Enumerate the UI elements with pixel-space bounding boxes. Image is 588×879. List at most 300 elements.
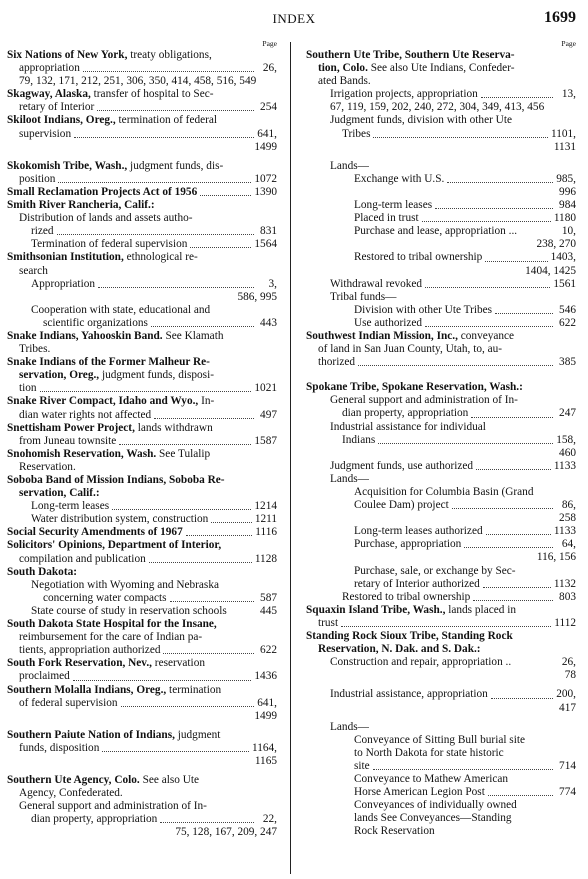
entry-heading: Skokomish Tribe, Wash.,: [7, 159, 128, 172]
index-entry-line: [306, 591, 576, 604]
leader-dots: [422, 221, 551, 222]
page-reference-continuation: 78: [564, 669, 576, 682]
entry-heading: Snake River Compact, Idaho and Wyo.,: [7, 395, 199, 408]
page-reference-continuation: 238, 270: [536, 238, 576, 251]
index-entry-line: [7, 435, 277, 448]
entry-heading: Southern Paiute Nation of Indians,: [7, 728, 175, 741]
leader-dots: [495, 313, 553, 314]
index-entry-line: [306, 225, 576, 238]
leader-dots: [211, 522, 252, 523]
entry-text: judgment: [174, 728, 221, 741]
leader-dots: [154, 418, 254, 419]
entry-text: Industrial assistance for individual: [330, 420, 486, 433]
entry-text: Conveyance of Sitting Bull burial site: [354, 733, 525, 746]
index-entry-line: [306, 630, 576, 643]
page-reference-continuation: 996: [559, 185, 576, 198]
entry-heading: servation, Oreg.,: [19, 369, 100, 382]
entry-text: Lands—: [330, 159, 369, 172]
index-entry-line: [306, 734, 576, 747]
index-entry-line: [306, 786, 576, 799]
entry-text: tion: [19, 382, 37, 395]
index-entry-line: [306, 460, 576, 473]
leader-dots: [483, 587, 551, 588]
entry-heading: Southern Ute Tribe, Southern Ute Reserva-: [306, 49, 515, 61]
index-entry-line: [306, 343, 576, 356]
index-entry-line: [7, 513, 277, 526]
entry-text: Long-term leases authorized: [354, 525, 483, 538]
index-entry-line: [7, 742, 277, 755]
index-entry-line: [7, 173, 277, 186]
page-reference: 1436: [254, 670, 277, 683]
entry-text: Tribes.: [19, 343, 51, 356]
entry-text: site: [354, 759, 370, 772]
index-entry-line: [7, 62, 277, 75]
page-reference: 622: [260, 644, 277, 657]
leader-dots: [151, 326, 254, 327]
page-reference: 1072: [254, 172, 277, 185]
index-entry-line: [7, 461, 277, 474]
page-reference: 587: [260, 591, 277, 604]
index-entry-line: [7, 75, 277, 88]
page-reference: 200,: [556, 688, 576, 701]
page-reference: 1132: [553, 577, 576, 590]
index-entry-line: [306, 499, 576, 512]
entry-heading: Skiloot Indians, Oreg.,: [7, 114, 116, 127]
page-reference: 3,: [268, 277, 277, 290]
index-entry-line: [7, 579, 277, 592]
index-entry-line: [306, 421, 576, 434]
index-entry-line: [7, 88, 277, 101]
entry-text: See also Ute Indians, Confeder-: [367, 62, 515, 75]
page-reference: 443: [260, 316, 277, 329]
page-reference-continuation: 1499: [254, 709, 277, 722]
entry-text: lands withdrawn: [134, 421, 213, 434]
page-reference: 10,: [561, 225, 576, 238]
page-reference: 1587: [254, 434, 277, 447]
index-entry-line: [306, 434, 576, 447]
page-reference: 831: [260, 225, 277, 238]
index-entry-line: [7, 278, 277, 291]
index-entry-line: [7, 670, 277, 683]
entry-text: Division with other Ute Tribes: [354, 303, 493, 316]
page-reference-continuation: 75, 128, 167, 209, 247: [175, 826, 277, 839]
leader-dots: [57, 234, 254, 235]
index-entry-line: [7, 474, 277, 487]
index-entry-line: [7, 592, 277, 605]
entry-text: Construction and repair, appropriation ..: [330, 656, 512, 669]
index-entry-line: [306, 212, 576, 225]
page-reference: 158,: [556, 433, 576, 446]
entry-heading: Standing Rock Sioux Tribe, Standing Rock: [306, 630, 513, 643]
leader-dots: [425, 287, 550, 288]
index-entry-line: [306, 604, 576, 617]
page-reference: 26,: [561, 656, 576, 669]
leader-dots: [481, 97, 553, 98]
entry-text: tients, appropriation authorized: [19, 644, 161, 657]
page-reference: 1164,: [252, 741, 277, 754]
entry-text: Reservation.: [19, 460, 76, 473]
page-reference: 1112: [554, 616, 576, 629]
index-entry-line: [7, 49, 277, 62]
page-reference-continuation: 586, 995: [237, 290, 277, 303]
entry-text: Withdrawal revoked: [330, 277, 423, 290]
entry-text: lands placed in: [445, 603, 516, 616]
page-reference: 385: [559, 356, 576, 369]
index-entry-line: [306, 525, 576, 538]
entry-text: compilation and publication: [19, 552, 146, 565]
page-reference: 641,: [257, 696, 277, 709]
page-reference: 1021: [254, 382, 277, 395]
entry-heading: Snohomish Reservation, Wash.: [7, 447, 157, 460]
leader-dots: [74, 137, 254, 138]
entry-text: Restored to tribal ownership: [342, 590, 471, 603]
page-reference: 1390: [254, 185, 277, 198]
entry-text: reservation: [151, 657, 205, 670]
entry-heading: Smithsonian Institution,: [7, 251, 124, 264]
page-reference: 1101,: [551, 127, 576, 140]
leader-dots: [73, 680, 252, 681]
index-entry-line: [7, 553, 277, 566]
index-entry-line: [306, 799, 576, 812]
running-title: INDEX: [272, 11, 316, 26]
page-reference-continuation: 460: [559, 446, 576, 459]
leader-dots: [149, 562, 252, 563]
right-column: [306, 38, 576, 838]
page-reference-continuation: 1131: [553, 140, 576, 153]
index-entry-line: [306, 381, 576, 394]
left-column: [7, 38, 277, 840]
index-entry-line: [306, 578, 576, 591]
index-entry-line: [306, 538, 576, 551]
page-reference: 984: [559, 199, 576, 212]
entry-text: ethnological re-: [123, 251, 198, 264]
page-reference: 1561: [553, 277, 576, 290]
index-entry-line: [7, 160, 277, 173]
page-reference-continuation: 1404, 1425: [525, 264, 576, 277]
index-entry-line: [7, 800, 277, 813]
entry-text: judgment funds, dis-: [127, 159, 224, 172]
page-reference-continuation: 417: [559, 701, 576, 714]
index-entry-line: [306, 721, 576, 734]
entry-heading: tion, Colo.: [318, 62, 368, 75]
leader-dots: [83, 71, 254, 72]
entry-text: treaty obligations,: [127, 49, 212, 61]
index-entry-line: [306, 812, 576, 825]
page-reference: 1116: [255, 526, 277, 539]
page-reference: 22,: [262, 813, 277, 826]
page-column-label: Page: [561, 39, 576, 48]
page-header: [0, 9, 588, 29]
entry-text: Conveyances of individually owned: [354, 799, 517, 812]
page-reference: 774: [559, 786, 576, 799]
index-entry-line: [7, 369, 277, 382]
page-reference: 1403,: [550, 251, 576, 264]
entry-heading: Snake Indians, Yahooskin Band.: [7, 329, 163, 342]
leader-dots: [485, 261, 547, 262]
page-reference-continuation: 1499: [254, 140, 277, 153]
index-entry-line: [7, 684, 277, 697]
leader-dots: [102, 751, 249, 752]
entry-heading: Reservation, N. Dak. and S. Dak.:: [318, 643, 481, 656]
leader-dots: [435, 208, 553, 209]
entry-text: See also Ute: [139, 774, 200, 787]
entry-text: reimbursement for the care of Indian pa-: [19, 631, 203, 644]
page-reference: 1211: [254, 513, 277, 526]
entry-text: See Klamath: [162, 329, 224, 342]
index-entry-line: [7, 317, 277, 330]
entry-heading: Small Reclamation Projects Act of 1956: [7, 185, 198, 198]
entry-text: 67, 119, 159, 202, 240, 272, 304, 349, 413, 456: [330, 101, 545, 114]
index-entry-line: [306, 760, 576, 773]
entry-text: dian water rights not affected: [19, 408, 152, 421]
entry-text: Appropriation: [31, 277, 96, 290]
index-entry-line: [306, 747, 576, 760]
index-entry-line: [306, 278, 576, 291]
page-reference: 254: [260, 101, 277, 114]
entry-heading: South Dakota:: [7, 565, 77, 578]
index-entry-line: [7, 304, 277, 317]
page-reference: 1564: [254, 238, 277, 251]
entry-text: dian property, appropriation: [31, 813, 158, 826]
index-entry-line: [306, 617, 576, 630]
entry-text: thorized: [318, 356, 356, 369]
index-entry-line: [306, 49, 576, 62]
entry-text: transfer of hospital to Sec-: [90, 88, 214, 101]
page-number: 1699: [544, 9, 576, 26]
entry-text: Negotiation with Wyoming and Nebraska: [31, 578, 219, 591]
entry-text: termination: [166, 683, 222, 696]
entry-text: concerning water compacts: [43, 591, 167, 604]
page-reference: 985,: [556, 172, 576, 185]
index-entry-line: [7, 101, 277, 114]
index-entry-line: [7, 697, 277, 710]
entry-text: scientific organizations: [43, 316, 148, 329]
index-entry-line: [7, 605, 277, 618]
entry-text: Indians: [342, 433, 376, 446]
entry-text: to North Dakota for state historic: [354, 746, 504, 759]
page-reference: 803: [559, 590, 576, 603]
entry-heading: Skagway, Alaska,: [7, 88, 91, 101]
index-entry-line: [7, 539, 277, 552]
page-reference-continuation: 258: [559, 512, 576, 525]
leader-dots: [170, 601, 254, 602]
entry-text: Judgment funds, division with other Ute: [330, 114, 512, 127]
index-entry-line: [306, 773, 576, 786]
index-entry-line: [7, 409, 277, 422]
index-entry-line: [7, 114, 277, 127]
entry-text: Exchange with U.S.: [354, 172, 445, 185]
entry-text: of federal supervision: [19, 696, 118, 709]
entry-text: from Juneau townsite: [19, 434, 117, 447]
leader-dots: [190, 247, 251, 248]
leader-dots: [121, 706, 254, 707]
entry-heading: Spokane Tribe, Spokane Reservation, Wash.:: [306, 381, 523, 394]
index-entry-line: [7, 787, 277, 800]
entry-text: funds, disposition: [19, 741, 100, 754]
entry-text: supervision: [19, 127, 72, 140]
page-reference: 1214: [254, 500, 277, 513]
entry-text: Purchase, appropriation: [354, 538, 462, 551]
entry-text: Tribal funds—: [330, 290, 397, 303]
entry-text: 79, 132, 171, 212, 251, 306, 350, 414, 458, 516, 549: [19, 75, 257, 88]
entry-text: Horse American Legion Post: [354, 786, 485, 799]
index-entry-line: [306, 656, 576, 669]
leader-dots: [341, 626, 551, 627]
entry-text: ated Bands.: [318, 75, 371, 88]
entry-heading: Southern Molalla Indians, Oreg.,: [7, 683, 167, 696]
page-column-label: Page: [262, 39, 277, 48]
index-entry-line: [7, 487, 277, 500]
entry-text: termination of federal: [115, 114, 218, 127]
index-entry-line: [306, 317, 576, 330]
index-entry-line: [7, 526, 277, 539]
index-entry-line: [306, 199, 576, 212]
entry-text: Use authorized: [354, 316, 423, 329]
page-reference: 1133: [553, 525, 576, 538]
page-reference: 445: [260, 604, 277, 617]
entry-text: of land in San Juan County, Utah, to, au-: [318, 343, 503, 356]
entry-text: search: [19, 264, 48, 277]
entry-text: judgment funds, disposi-: [99, 369, 214, 382]
entry-text: appropriation: [19, 62, 80, 75]
entry-text: Tribes: [342, 127, 371, 140]
page-reference: 622: [559, 316, 576, 329]
index-entry-line: [306, 75, 576, 88]
leader-dots: [186, 535, 253, 536]
page-reference-continuation: 1165: [254, 754, 277, 767]
entry-text: Industrial assistance, appropriation: [330, 688, 488, 701]
entry-text: Irrigation projects, appropriation: [330, 88, 478, 101]
index-entry-line: [306, 688, 576, 701]
leader-dots: [373, 137, 548, 138]
entry-heading: Six Nations of New York,: [7, 49, 128, 61]
index-entry-line: [7, 343, 277, 356]
entry-text: conveyance: [457, 329, 515, 342]
index-entry-line: [7, 618, 277, 631]
entry-heading: Southern Ute Agency, Colo.: [7, 774, 140, 787]
entry-text: Conveyance to Mathew American: [354, 772, 509, 785]
index-entry-line: [306, 356, 576, 369]
index-entry-line: [306, 473, 576, 486]
entry-text: position: [19, 172, 56, 185]
index-entry-line: [306, 565, 576, 578]
entry-text: proclaimed: [19, 670, 70, 683]
entry-text: General support and administration of In-: [19, 800, 207, 813]
entry-text: Long-term leases: [31, 500, 110, 513]
leader-dots: [378, 443, 553, 444]
index-entry-line: [7, 448, 277, 461]
entry-text: See Tulalip: [156, 447, 211, 460]
page-reference: 64,: [561, 538, 576, 551]
entry-text: rized: [31, 225, 54, 238]
index-entry-line: [7, 382, 277, 395]
page-reference: 1180: [553, 212, 576, 225]
entry-text: Judgment funds, use authorized: [330, 459, 474, 472]
index-entry-line: [306, 407, 576, 420]
entry-text: Lands—: [330, 720, 369, 733]
page-reference: 1133: [553, 459, 576, 472]
leader-dots: [373, 769, 553, 770]
entry-text: retary of Interior authorized: [354, 577, 480, 590]
index-entry-line: [7, 500, 277, 513]
leader-dots: [476, 469, 551, 470]
index-entry-line: [306, 88, 576, 101]
entry-text: Placed in trust: [354, 212, 419, 225]
leader-dots: [447, 182, 553, 183]
index-entry-line: [306, 160, 576, 173]
entry-heading: South Dakota State Hospital for the Insane,: [7, 618, 217, 631]
index-entry-line: [306, 643, 576, 656]
leader-dots: [358, 365, 553, 366]
entry-text: Termination of federal supervision: [31, 238, 188, 251]
page-reference-continuation: 116, 156: [536, 551, 576, 564]
entry-text: Long-term leases: [354, 199, 433, 212]
entry-heading: Social Security Amendments of 1967: [7, 526, 183, 539]
entry-text: General support and administration of In-: [330, 394, 518, 407]
leader-dots: [163, 653, 254, 654]
entry-heading: Solicitors' Opinions, Department of Interior,: [7, 539, 222, 552]
leader-dots: [488, 795, 553, 796]
index-entry-line: [306, 394, 576, 407]
leader-dots: [40, 391, 252, 392]
index-entry-line: [306, 291, 576, 304]
entry-text: Purchase, sale, or exchange by Sec-: [354, 564, 516, 577]
page-reference: 641,: [257, 127, 277, 140]
entry-text: Cooperation with state, educational and: [31, 303, 211, 316]
entry-text: Rock Reservation: [354, 825, 435, 838]
entry-text: State course of study in reservation schools: [31, 604, 227, 617]
index-entry-line: [306, 825, 576, 838]
index-entry-line: [306, 173, 576, 186]
entry-text: In-: [198, 395, 215, 408]
column-divider: [290, 42, 291, 874]
entry-heading: servation, Calif.:: [19, 487, 100, 500]
leader-dots: [98, 287, 254, 288]
leader-dots: [491, 698, 553, 699]
index-entry-line: [7, 657, 277, 670]
entry-heading: South Fork Reservation, Nev.,: [7, 657, 152, 670]
leader-dots: [160, 822, 254, 823]
index-entry-line: [7, 631, 277, 644]
leader-dots: [464, 547, 553, 548]
entry-text: retary of Interior: [19, 101, 95, 114]
index-entry-line: [7, 729, 277, 742]
index-entry-line: [7, 422, 277, 435]
index-entry-line: [7, 186, 277, 199]
index-entry-line: [306, 330, 576, 343]
page-reference: 26,: [262, 62, 277, 75]
entry-text: Distribution of lands and assets autho-: [19, 212, 193, 225]
index-entry-line: [306, 304, 576, 317]
leader-dots: [452, 508, 553, 509]
entry-text: dian property, appropriation: [342, 407, 469, 420]
entry-heading: Snettisham Power Project,: [7, 421, 135, 434]
page-reference: 247: [559, 407, 576, 420]
entry-heading: Soboba Band of Mission Indians, Soboba Re-: [7, 474, 225, 486]
index-entry-line: [7, 225, 277, 238]
leader-dots: [119, 444, 251, 445]
index-entry-line: [7, 395, 277, 408]
entry-heading: Southwest Indian Mission, Inc.,: [306, 329, 458, 342]
index-entry-line: [7, 330, 277, 343]
index-entry-line: [7, 212, 277, 225]
entry-text: Restored to tribal ownership: [354, 251, 483, 264]
entry-text: Agency, Confederated.: [19, 787, 123, 800]
index-entry-line: [7, 199, 277, 212]
leader-dots: [200, 195, 251, 196]
entry-text: Coulee Dam) project: [354, 499, 449, 512]
index-entry-line: [306, 251, 576, 264]
